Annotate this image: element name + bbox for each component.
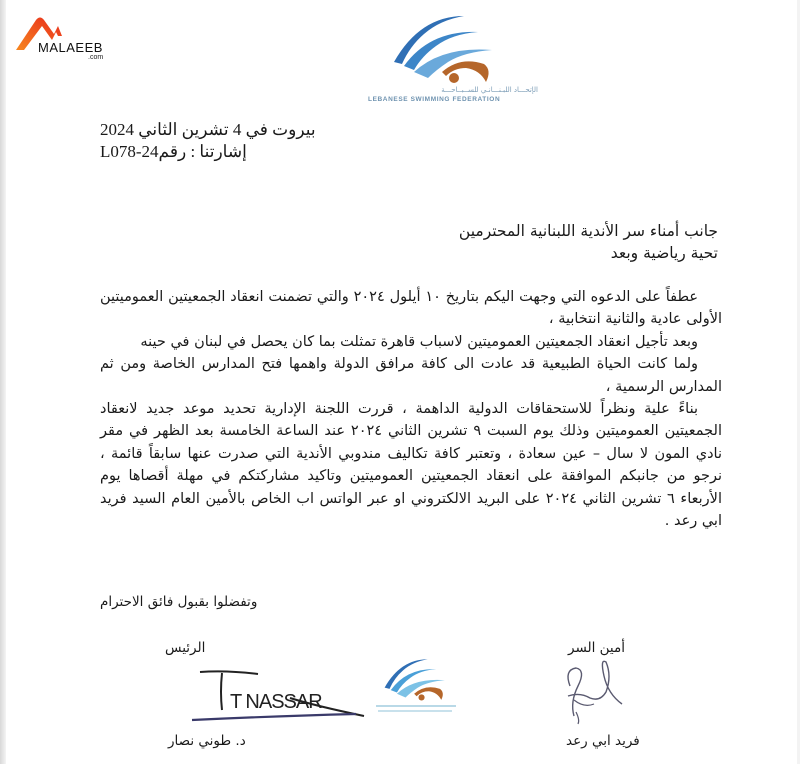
paragraph-postponement: وبعد تأجيل انعقاد الجمعيتين العموميتين لاسباب قاهرة تمثلت بما كان يحصل في لبنان في حينه [140, 333, 698, 350]
greeting-line: تحية رياضية وبعد [610, 244, 718, 262]
paragraph-normal-life: ولما كانت الحياة الطبيعية قد عادت الى كافة مرافق الدولة واهمها فتح المدارس الخاصة ومن ثم المدارس الرسمية ، [100, 356, 722, 395]
paragraph-decision: بناءً علية ونظراً للاستحقاقات الدولية الداهمة ، قررت اللجنة الإدارية تحديد موعد جديد لانعقاد الجمعيتين العموميتين وذلك يوم السبت ٩ تشرين الثاني ٢٠٢٤ عند الساعة الخامسة بعد الظهر في مقر نادي المون لا سال – عين سعادة ، وتعتبر كافة تكاليف مندوبي الأندية التي صدرت عنها سابقاً قائمة ، نرجو من جانبكم الموافقة على انعقاد الجمعيتين العموميتين وتاكيد مشاركتكم في مهلة أقصاها يوم الأربعاء ٦ تشرين الثاني ٢٠٢٤ على البريد الالكتروني او عبر الواتس اب الخاص بالأمين العام السيد فريد ابي رعد . [100, 401, 722, 530]
paragraph-invitation: عطفاً على الدعوه التي وجهت اليكم بتاريخ ١٠ أيلول ٢٠٢٤ والتي تضمنت انعقاد الجمعيتين العموميتين الأولى عادية والثانية انتخابية ، [100, 289, 722, 328]
signature-text: T NASSAR [230, 691, 322, 713]
federation-name-en: LEBANESE SWIMMING FEDERATION [368, 96, 501, 103]
president-signature [186, 668, 376, 724]
secretary-signature [560, 656, 630, 726]
stamp-caption-ar [376, 705, 456, 707]
federation-name-ar: الإتحـــاد اللبـنـــانـي للســبــاحـــة [441, 86, 538, 94]
closing-line: وتفضلوا بقبول فائق الاحترام [100, 594, 258, 610]
swimming-federation-emblem-icon [376, 655, 456, 703]
letter-reference: إشارتنا : رقمL078-24 [100, 142, 247, 161]
addressee-line: جانب أمناء سر الأندية اللبنانية المحترمين [458, 222, 718, 240]
letter-date: بيروت في 4 تشرين الثاني 2024 [100, 120, 316, 139]
page-left-edge [0, 0, 6, 764]
brand-name: MALAEEB [38, 40, 103, 55]
federation-stamp-logo [376, 655, 466, 720]
president-title: الرئيس [165, 640, 206, 656]
president-name: د. طوني نصار [168, 733, 246, 749]
swimming-federation-emblem-icon [380, 12, 510, 84]
malaeeb-watermark-logo [14, 12, 114, 62]
federation-logo [368, 12, 538, 107]
secretary-title: أمين السر [568, 640, 625, 656]
stamp-caption-en [378, 710, 452, 712]
letter-body [100, 286, 722, 532]
brand-domain: .com [88, 54, 104, 61]
secretary-name: فريد ابي رعد [566, 733, 640, 749]
